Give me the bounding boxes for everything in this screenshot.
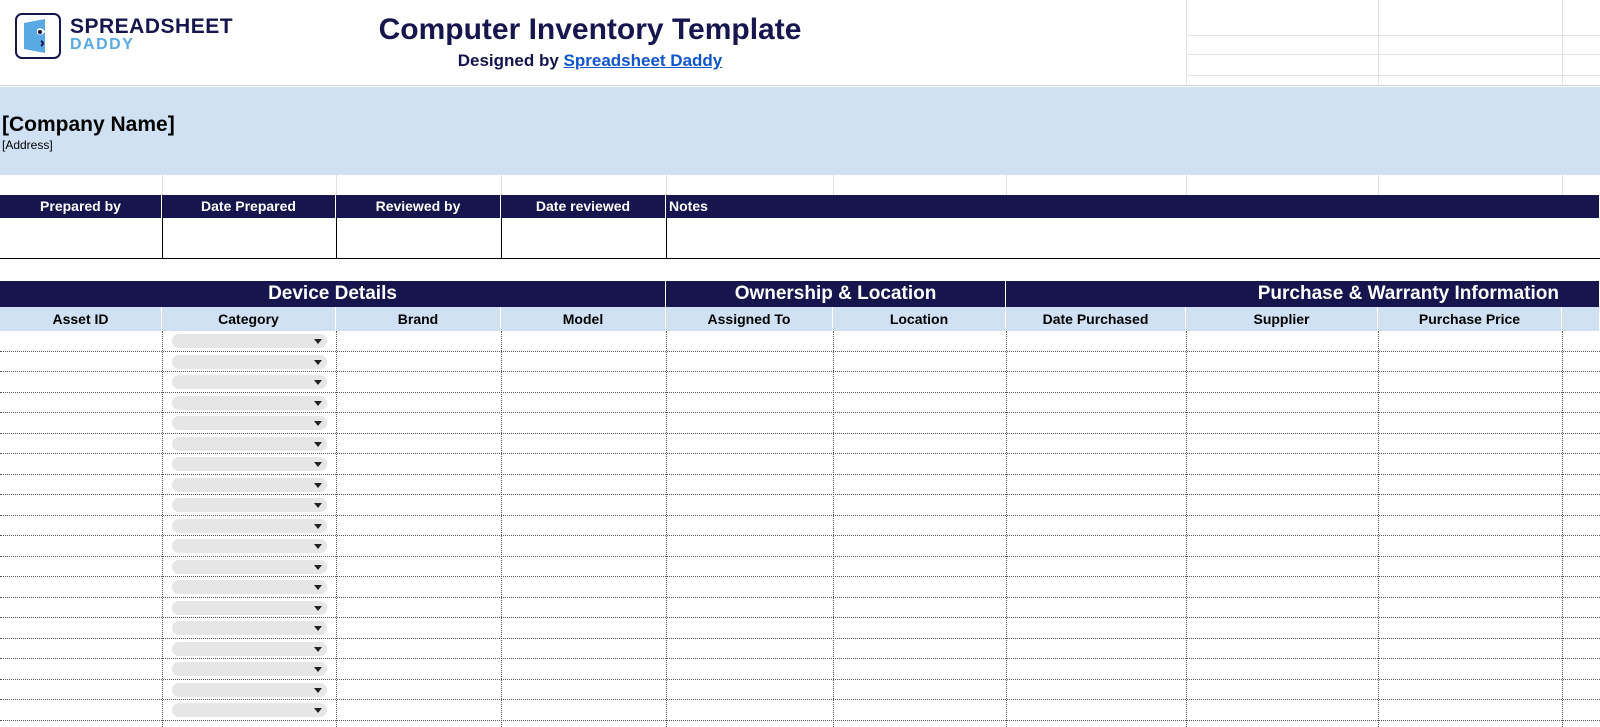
gridline xyxy=(1006,175,1007,195)
chevron-down-icon xyxy=(314,524,322,529)
col-category: Category xyxy=(162,307,336,331)
spreadsheet-daddy-link[interactable]: Spreadsheet Daddy xyxy=(563,51,723,70)
gridline xyxy=(1186,54,1600,55)
chevron-down-icon xyxy=(314,585,322,590)
chevron-down-icon xyxy=(314,360,322,365)
category-dropdown[interactable] xyxy=(172,416,327,430)
chevron-down-icon xyxy=(314,688,322,693)
col-date-purchased: Date Purchased xyxy=(1006,307,1186,331)
category-dropdown[interactable] xyxy=(172,703,327,717)
col-model: Model xyxy=(501,307,666,331)
chevron-down-icon xyxy=(314,421,322,426)
column-separator xyxy=(833,331,834,727)
brand-name-line2: DADDY xyxy=(70,36,135,53)
chevron-down-icon xyxy=(314,380,322,385)
category-dropdown[interactable] xyxy=(172,601,327,615)
category-dropdown[interactable] xyxy=(172,498,327,512)
category-dropdown[interactable] xyxy=(172,539,327,553)
section-ownership-location: Ownership & Location xyxy=(666,281,1006,307)
chevron-down-icon xyxy=(314,565,322,570)
date-reviewed-cell[interactable] xyxy=(502,218,667,259)
spreadsheet-daddy-logo-icon xyxy=(15,13,61,59)
chevron-down-icon xyxy=(314,503,322,508)
category-dropdown[interactable] xyxy=(172,683,327,697)
category-dropdown[interactable] xyxy=(172,519,327,533)
column-separator xyxy=(666,331,667,727)
column-separator xyxy=(1006,331,1007,727)
designed-by-prefix: Designed by xyxy=(457,51,564,70)
column-separator xyxy=(162,331,163,727)
column-separator xyxy=(336,331,337,727)
gridline xyxy=(1186,75,1600,76)
col-brand: Brand xyxy=(336,307,501,331)
gridline xyxy=(336,175,337,195)
category-dropdown[interactable] xyxy=(172,355,327,369)
col-purchase-price: Purchase Price xyxy=(1378,307,1562,331)
gridline xyxy=(1562,175,1563,195)
gridline xyxy=(0,85,1600,86)
category-dropdown[interactable] xyxy=(172,580,327,594)
company-band xyxy=(0,87,1600,175)
reviewed-by-cell[interactable] xyxy=(337,218,502,259)
chevron-down-icon xyxy=(314,442,322,447)
company-name[interactable]: [Company Name] xyxy=(2,113,175,136)
chevron-down-icon xyxy=(314,483,322,488)
prepared-by-cell[interactable] xyxy=(0,218,163,259)
category-dropdown[interactable] xyxy=(172,621,327,635)
col-supplier: Supplier xyxy=(1186,307,1378,331)
prep-header-date-prepared: Date Prepared xyxy=(162,195,336,218)
category-dropdown[interactable] xyxy=(172,662,327,676)
col-next xyxy=(1562,307,1600,331)
section-purchase-warranty: Purchase & Warranty Information xyxy=(1006,281,1600,307)
chevron-down-icon xyxy=(314,339,322,344)
chevron-down-icon xyxy=(314,606,322,611)
category-dropdown[interactable] xyxy=(172,642,327,656)
chevron-down-icon xyxy=(314,647,322,652)
chevron-down-icon xyxy=(314,462,322,467)
category-dropdown[interactable] xyxy=(172,560,327,574)
category-dropdown[interactable] xyxy=(172,457,327,471)
gridline xyxy=(1186,0,1187,86)
column-separator xyxy=(1186,331,1187,727)
prep-header-reviewed-by: Reviewed by xyxy=(336,195,501,218)
prep-header-notes: Notes xyxy=(666,195,1600,218)
prep-header-date-reviewed: Date reviewed xyxy=(501,195,666,218)
chevron-down-icon xyxy=(314,544,322,549)
gridline xyxy=(1378,0,1379,86)
chevron-down-icon xyxy=(314,708,322,713)
col-assigned-to: Assigned To xyxy=(666,307,833,331)
gridline xyxy=(501,175,502,195)
category-dropdown[interactable] xyxy=(172,396,327,410)
category-dropdown[interactable] xyxy=(172,437,327,451)
category-dropdown[interactable] xyxy=(172,375,327,389)
gridline xyxy=(666,175,667,195)
section-device-details: Device Details xyxy=(0,281,666,307)
col-location: Location xyxy=(833,307,1006,331)
col-asset-id: Asset ID xyxy=(0,307,162,331)
notes-cell[interactable] xyxy=(667,218,1600,259)
column-separator xyxy=(1378,331,1379,727)
category-dropdown[interactable] xyxy=(172,334,327,348)
designed-by xyxy=(300,51,880,71)
date-prepared-cell[interactable] xyxy=(163,218,337,259)
chevron-down-icon xyxy=(314,626,322,631)
prep-header-prepared-by: Prepared by xyxy=(0,195,162,218)
chevron-down-icon xyxy=(314,401,322,406)
page-title: Computer Inventory Template xyxy=(378,13,802,46)
gridline xyxy=(1378,175,1379,195)
gridline xyxy=(162,175,163,195)
column-separator xyxy=(501,331,502,727)
gridline xyxy=(833,175,834,195)
gridline xyxy=(1562,0,1563,86)
column-separator xyxy=(1562,331,1563,727)
company-address[interactable]: [Address] xyxy=(2,138,53,152)
chevron-down-icon xyxy=(314,667,322,672)
brand-name-line1: SPREADSHEET xyxy=(70,15,234,38)
category-dropdown[interactable] xyxy=(172,478,327,492)
gridline xyxy=(1186,35,1600,36)
gridline xyxy=(1186,175,1187,195)
